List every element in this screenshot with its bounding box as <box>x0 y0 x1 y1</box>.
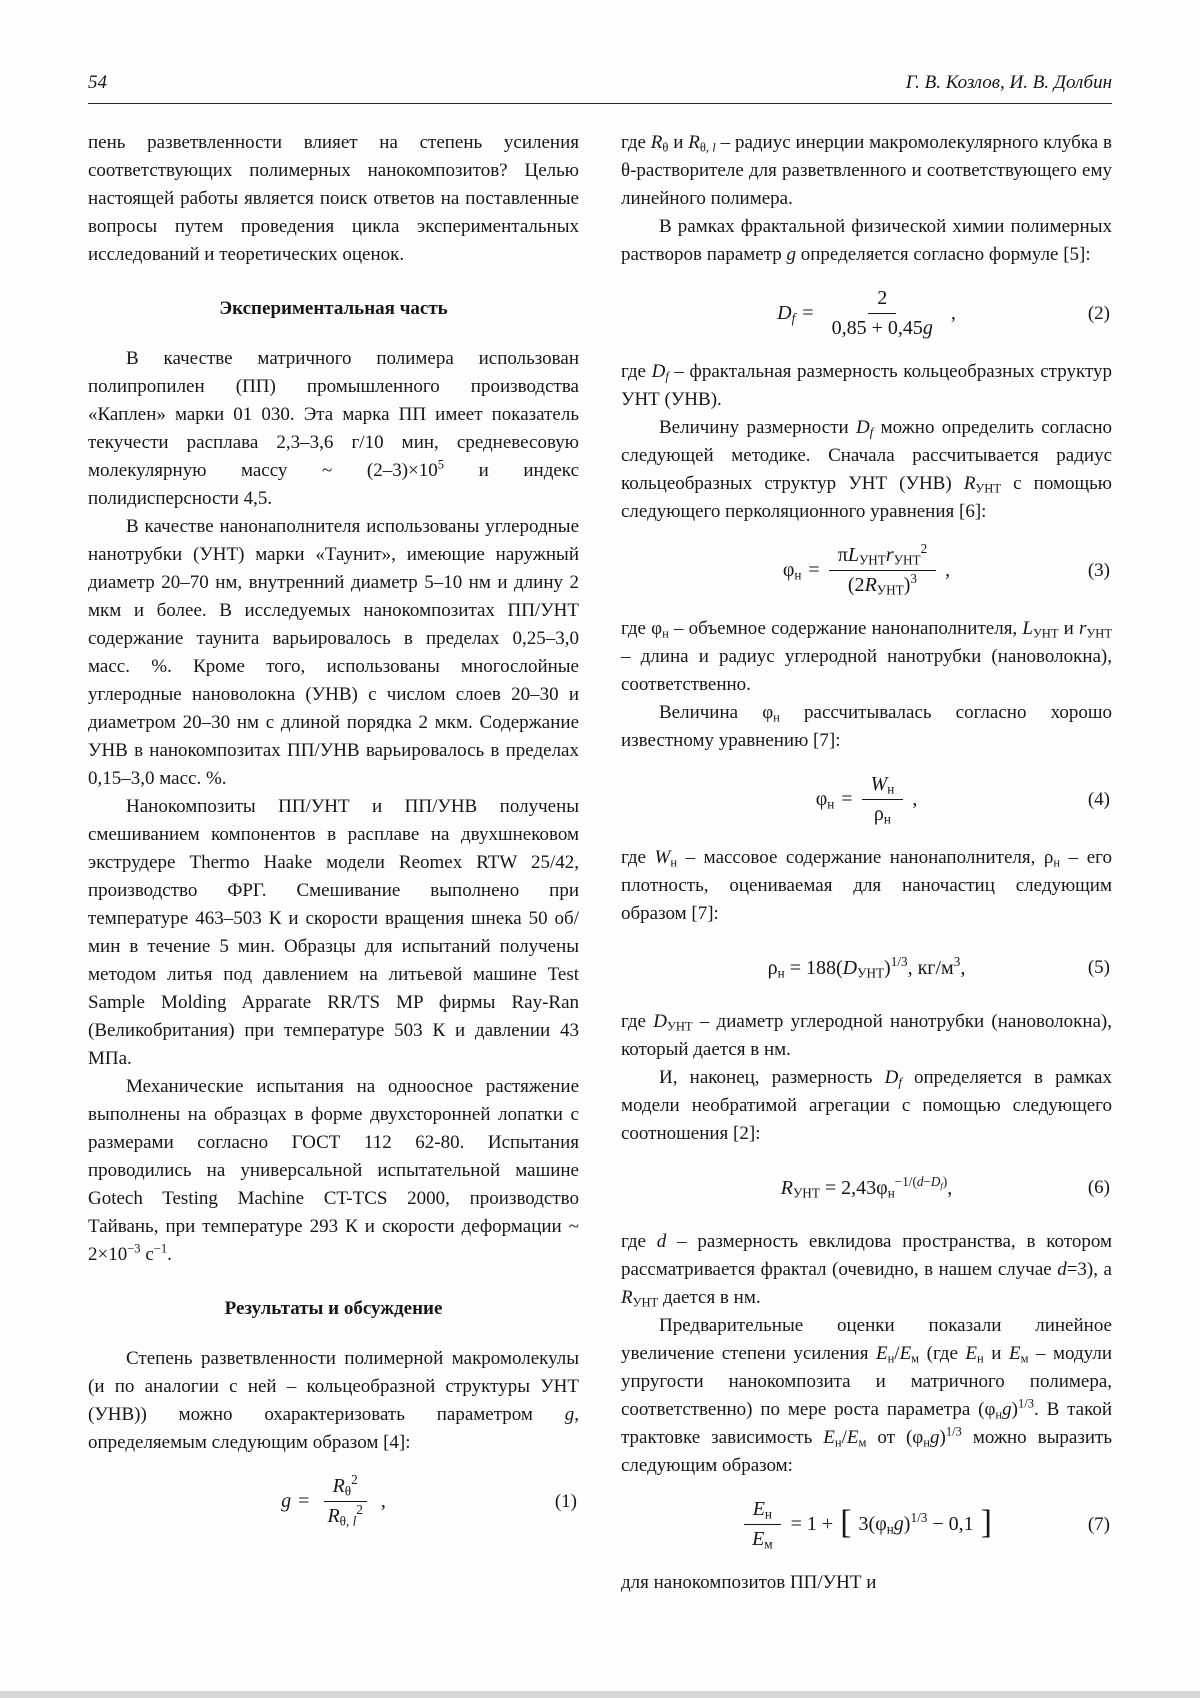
paragraph: Степень разветвленности полимерной макромолекулы (и по аналогии с ней – кольцеобразной структуры УНТ (УНВ)) можно охарактеризовать параметром g, определяемым следующим образом [4]: <box>88 1348 579 1453</box>
equation-lhs: $\varphi_н$ <box>782 559 802 583</box>
equation-body <box>621 953 1112 981</box>
paragraph: где $R_\theta$ и $R_{\theta, l}$ – радиус инерции макромолекулярного клубка в θ-растворителе для разветвленного и соответствующего ему линейного полимера. <box>621 132 1112 209</box>
equation-4 <box>621 773 1112 826</box>
equation-number: (3) <box>1087 559 1110 581</box>
section-heading-results: Результаты и обсуждение <box>224 1298 443 1319</box>
equation-body <box>621 1498 1112 1551</box>
equation-5 <box>621 946 1112 990</box>
paragraph: где $W_н$ – массовое содержание нанонаполнителя, $\rho_н$ – его плотность, оцениваемая для наночастиц следующим образом [7]: <box>621 847 1112 924</box>
paragraph: Предварительные оценки показали линейное увеличение степени усиления $E_н/E_м$ (где $E_н$ и $E_м$ – модули упругости нанокомпозита и матричного полимера, соответственно) по мере роста параметра $(\varphi_нg)^{1/3}$. В такой трактовке зависимость $E_н/E_м$ от $(\varphi_нg)^{1/3}$ можно выразить следующим образом: <box>621 1315 1112 1476</box>
left-bracket: [ <box>840 1504 852 1542</box>
paragraph: где $D_f$ – фрактальная размерность кольцеобразных структур УНТ (УНВ). <box>621 361 1112 410</box>
page-bottom-scan-edge <box>0 1691 1200 1698</box>
equation-number: (7) <box>1087 1513 1110 1535</box>
paragraph: И, наконец, размерность $D_f$ определяется в рамках модели необратимой агрегации с помощью следующего соотношения [2]: <box>621 1067 1112 1144</box>
equals-sign: = <box>808 559 820 581</box>
equation-lhs: $D_f$ <box>777 302 796 326</box>
paragraph: где d – размерность евклидова пространства, в котором рассматривается фрактал (очевидно, в нашем случае d=3), а $R_{УНТ}$ дается в нм. <box>621 1231 1112 1310</box>
equation-number: (5) <box>1087 957 1110 979</box>
running-head-authors: Г. В. Козлов, И. В. Долбин <box>905 72 1112 93</box>
equation-number: (6) <box>1087 1177 1110 1199</box>
paragraph: где $\varphi_н$ – объемное содержание нанонаполнителя, $L_{УНТ}$ и $r_{УНТ}$ – длина и радиус углеродной нанотрубки (нановолокна), соответственно. <box>621 618 1113 695</box>
equation-number: (4) <box>1087 788 1110 810</box>
left-column <box>88 129 579 1597</box>
paragraph: Механические испытания на одноосное растяжение выполнены на образцах в форме двухсторонней лопатки с размерами согласно ГОСТ 112 62-80. Испытания проводились на универсальной испытательной машине Gotech Testing Machine CT-TCS 2000, производство Тайвань, при температуре 293 К и скорости деформации ~ $2\times 10^{-3}$ $с^{-1}$. <box>88 1076 579 1265</box>
equation-lhs: $\varphi_н$ <box>815 788 835 812</box>
fraction <box>743 1498 782 1551</box>
paragraph: где $D_{УНТ}$ – диаметр углеродной нанотрубки (нановолокна), который дается в нм. <box>621 1011 1113 1060</box>
equation-body <box>621 541 1112 598</box>
equation-body <box>621 773 1112 826</box>
running-head <box>88 72 1112 104</box>
equation-7 <box>621 1498 1112 1551</box>
two-column-layout <box>88 129 1112 1597</box>
section-heading-experimental: Экспериментальная часть <box>219 298 448 319</box>
equation-body <box>88 1472 579 1529</box>
equation-3 <box>621 541 1112 598</box>
fraction-denominator: 0,85 + 0,45g <box>831 317 933 339</box>
equation-body <box>621 287 1112 340</box>
equation-expression: $\rho_н = 188(D_{УНТ})^{1/3}$, $кг/м^3$, <box>767 953 966 981</box>
right-column <box>621 129 1112 1597</box>
paragraph: В качестве нанонаполнителя использованы углеродные нанотрубки (УНТ) марки «Таунит», имеющие наружный диаметр 20–70 нм, внутренний диаметр 5–10 нм и длину 2 мкм и более. В исследуемых нанокомпозитах ПП/УНТ содержание таунита варьировалось в пределах 0,25–3,0 масс. %. Кроме того, использованы многослойные углеродные нановолокна (УНВ) с числом слоев 20–30 и диаметром 20–30 нм с длиной порядка 2 мкм. Содержание УНВ в нанокомпозитах ПП/УНВ варьировалось в пределах 0,15–3,0 масс. %. <box>88 516 579 789</box>
fraction <box>318 1472 371 1529</box>
equation-body <box>621 1173 1112 1201</box>
equation-trailing-punct: , <box>912 788 918 810</box>
paragraph: Нанокомпозиты ПП/УНТ и ПП/УНВ получены смешиванием компонентов в расплаве на двухшнековом экструдере Thermo Haake модели Reomex RTW 25/42, производство ФРГ. Смешивание выполнено при температуре 463–503 К и скорости вращения шнека 50 об/мин в течение 5 мин. Образцы для испытаний получены методом литья под давлением на литьевой машине Test Sample Molding Apparate RR/TS MP фирмы Ray-Ran (Великобритания) при температуре 503 К и давлении 43 МПа. <box>88 796 579 1069</box>
fraction <box>829 541 936 598</box>
equals-sign: = <box>298 1490 310 1512</box>
fraction <box>862 773 904 826</box>
equals-sign: = <box>802 302 814 324</box>
paragraph: В рамках фрактальной физической химии полимерных растворов параметр g определяется согласно формуле [5]: <box>621 216 1112 265</box>
paragraph: для нанокомпозитов ПП/УНТ и <box>621 1572 877 1593</box>
equation-number: (2) <box>1087 302 1110 324</box>
fraction-denominator: $\rho_н$ <box>873 803 891 827</box>
page-number: 54 <box>88 72 107 93</box>
fraction-numerator: $W_н$ <box>862 773 904 800</box>
equation-expression: $3(\varphi_нg)^{1/3} - 0,1$ <box>858 1510 974 1537</box>
equals-sign: = <box>841 788 853 810</box>
paragraph-intro-continuation: пень разветвленности влияет на степень усиления соответствующих полимерных нанокомпозитов? Целью настоящей работы является поиск ответов на поставленные вопросы путем проведения цикла экспериментальных исследований и теоретических оценок. <box>88 132 579 265</box>
equation-trailing-punct: , <box>945 559 951 581</box>
equals-sign: = 1 + <box>790 1513 834 1535</box>
right-bracket: ] <box>980 1504 992 1542</box>
equation-1 <box>88 1472 579 1529</box>
fraction-numerator: $R_\theta^2$ <box>324 1475 367 1502</box>
equation-lhs: g <box>281 1490 292 1512</box>
fraction-denominator: $(2R_{УНТ})^3$ <box>847 571 917 598</box>
equation-trailing-punct: , <box>950 302 956 324</box>
paragraph: Величину размерности $D_f$ можно определить согласно следующей методике. Сначала рассчитывается радиус кольцеобразных структур УНТ (УНВ) $R_{УНТ}$ с помощью следующего перколяционного уравнения [6]: <box>621 417 1112 522</box>
fraction-numerator: $E_н$ <box>744 1498 781 1525</box>
fraction-numerator: 2 <box>868 287 896 314</box>
equation-6 <box>621 1166 1112 1210</box>
equation-trailing-punct: , <box>380 1490 386 1512</box>
fraction-denominator: $R_{\theta, l}^2$ <box>327 1502 363 1529</box>
equation-expression: $R_{УНТ} = 2,43\varphi_н^{-1/(d-D_f)}$, <box>780 1173 953 1201</box>
paragraph: В качестве матричного полимера использован полипропилен (ПП) промышленного производства «Каплен» марки 01 030. Эта марка ПП имеет показатель текучести расплава 2,3–3,6 г/10 мин, средневесовую молекулярную массу ~ $(2-3)\times 10^5$ и индекс полидисперсности 4,5. <box>88 348 580 509</box>
equation-2 <box>621 287 1112 340</box>
equation-number: (1) <box>554 1490 577 1512</box>
fraction-numerator: $\pi L_{УНТ}r_{УНТ}^2$ <box>829 544 936 571</box>
fraction <box>823 287 942 340</box>
paragraph: Величина $\varphi_н$ рассчитывалась согласно хорошо известному уравнению [7]: <box>621 702 1112 751</box>
fraction-denominator: $E_м$ <box>752 1528 773 1552</box>
